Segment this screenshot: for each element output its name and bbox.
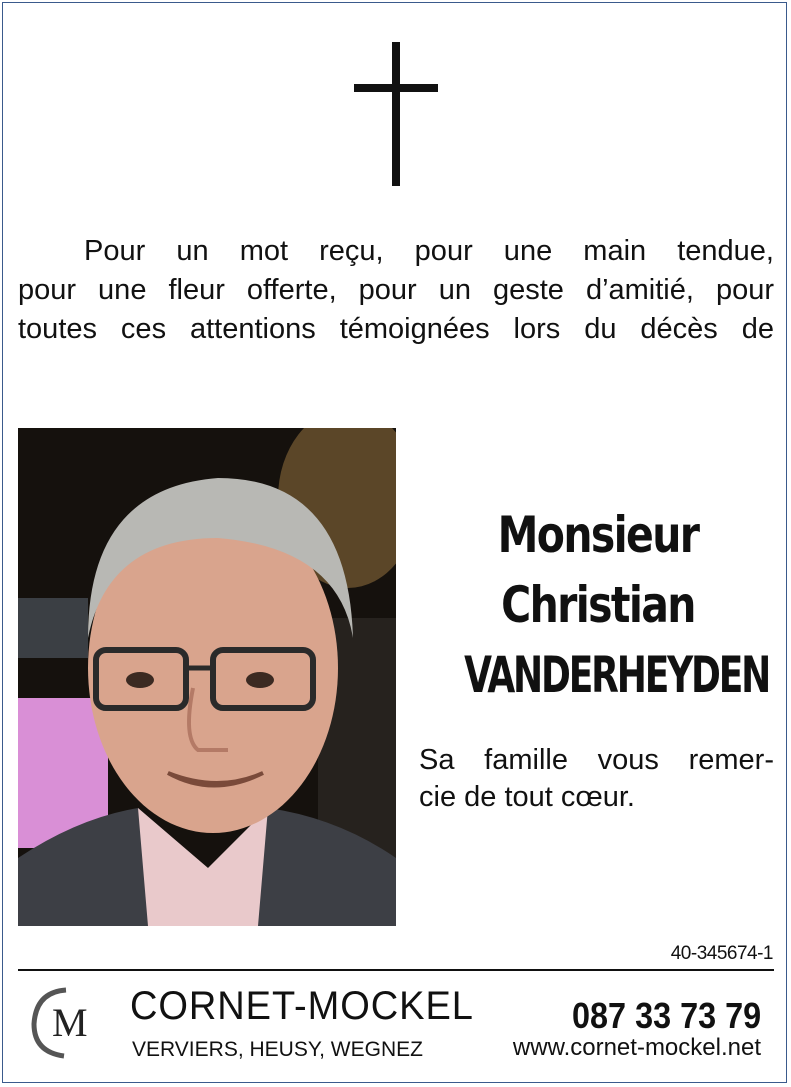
name-last: VANDERHEYDEN — [464, 646, 770, 704]
intro-line-1: Pour un mot reçu, pour une main tendue, — [84, 235, 774, 267]
reference-number: 40-345674-1 — [670, 943, 773, 964]
cross-icon — [354, 42, 438, 186]
towns: VERVIERS, HEUSY, WEGNEZ — [132, 1038, 423, 1061]
intro-text — [18, 232, 774, 349]
divider — [18, 969, 774, 971]
phone-number: 087 33 73 79 — [571, 995, 761, 1036]
portrait-photo — [18, 428, 396, 926]
brand-name: CORNET-MOCKEL — [130, 984, 474, 1028]
name-first: Christian — [501, 576, 695, 634]
svg-text:M: M — [52, 1000, 88, 1045]
thanks-text — [419, 742, 774, 816]
thanks-line-2: cie de tout cœur. — [419, 781, 635, 813]
name-title: Monsieur — [497, 506, 699, 564]
intro-line-3: toutes ces attentions témoignées lors du décès de — [18, 313, 774, 345]
deceased-name — [412, 500, 784, 710]
cornet-mockel-logo — [26, 980, 112, 1062]
website-link[interactable]: www.cornet-mockel.net — [512, 1034, 761, 1061]
thanks-line-1: Sa famille vous remer- — [419, 744, 774, 776]
intro-line-2: pour une fleur offerte, pour un geste d’amitié, pour — [18, 274, 774, 306]
